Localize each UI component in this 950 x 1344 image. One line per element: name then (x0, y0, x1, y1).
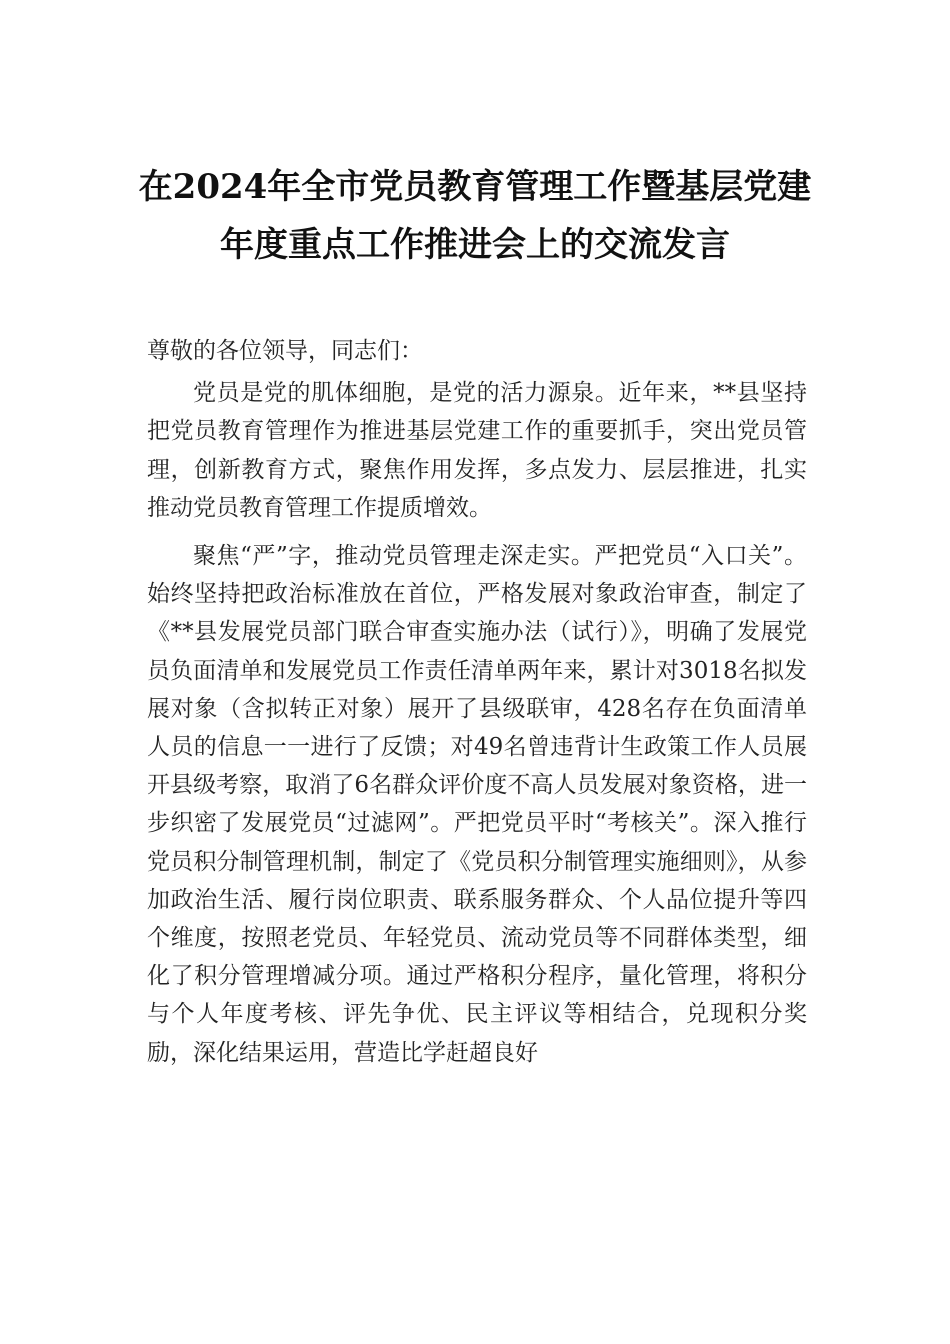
greeting: 尊敬的各位领导，同志们： (147, 338, 423, 364)
document-body (147, 332, 807, 1072)
paragraph-intro: 党员是党的肌体细胞，是党的活力源泉。近年来，**县坚持把党员教育管理作为推进基层党建工作的重要抓手，突出党员管理，创新教育方式，聚焦作用发挥，多点发力、层层推进，扎实推动党员教育管理工作提质增效。 (147, 380, 807, 521)
paragraph-party-member-management: 聚焦“严”字，推动党员管理走深走实。严把党员“入口关”。始终坚持把政治标准放在首位，严格发展对象政治审查，制定了《**县发展党员部门联合审查实施办法（试行）》，明确了发展党员负面清单和发展党员工作责任清单两年来，累计对3018名拟发展对象（含拟转正对象）展开了县级联审，428名存在负面清单人员的信息一一进行了反馈；对49名曾违背计生政策工作人员展开县级考察，取消了6名群众评价度不高人员发展对象资格，进一步织密了发展党员“过滤网”。严把党员平时“考核关”。深入推行党员积分制管理机制，制定了《党员积分制管理实施细则》，从参加政治生活、履行岗位职责、联系服务群众、个人品位提升等四个维度，按照老党员、年轻党员、流动党员等不同群体类型，细化了积分管理增减分项。通过严格积分程序，量化管理，将积分与个人年度考核、评先争优、民主评议等相结合，兑现积分奖励，深化结果运用，营造比学赶超良好 (147, 543, 807, 1066)
document-title: 在2024年全市党员教育管理工作暨基层党建年度重点工作推进会上的交流发言 (138, 167, 812, 265)
